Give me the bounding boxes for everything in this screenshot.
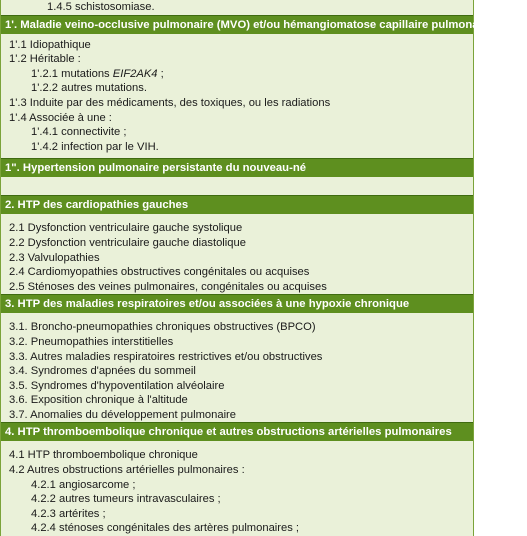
list-item: 4.2.4 sténoses congénitales des artères pulmonaires ; <box>31 522 300 535</box>
list-item: 1'.2 Héritable : <box>9 53 81 66</box>
list-item: 4.2.1 angiosarcome ; <box>31 478 136 491</box>
section-body-3 <box>1 313 473 422</box>
list-item: 3.3. Autres maladies respiratoires restrictives et/ou obstructives <box>9 350 323 363</box>
list-item: 3.4. Syndromes d'apnées du sommeil <box>9 365 196 378</box>
list-item: 3.1. Broncho-pneumopathies chroniques obstructives (BPCO) <box>9 321 316 334</box>
section-body-1second <box>1 177 473 195</box>
list-item: 2.2 Dysfonction ventriculaire gauche diastolique <box>9 236 246 249</box>
list-item: 1'.4 Associée à une : <box>9 111 112 124</box>
item-suffix: ; <box>157 67 164 80</box>
list-item: 3.5. Syndromes d'hypoventilation alvéolaire <box>9 379 225 392</box>
list-item: 2.1 Dysfonction ventriculaire gauche systolique <box>9 222 243 235</box>
section-header-3: 3. HTP des maladies respiratoires et/ou associées à une hypoxie chronique <box>1 294 473 313</box>
item-prefix: 1'.2.1 mutations <box>31 67 113 80</box>
list-item: 1'.4.1 connectivite ; <box>31 126 127 139</box>
list-item: 3.2. Pneumopathies interstitielles <box>9 335 174 348</box>
list-item: 2.3 Valvulopathies <box>9 251 100 264</box>
section-header-1prime: 1'. Maladie veino-occlusive pulmonaire (MVO) et/ou hémangiomatose capillaire pulmonaire (HCP) <box>1 15 473 34</box>
list-item: 4.2 Autres obstructions artérielles pulmonaires : <box>9 464 245 477</box>
list-item: 2.4 Cardiomyopathies obstructives congénitales ou acquises <box>9 266 310 279</box>
list-item: 4.1 HTP thromboembolique chronique <box>9 449 198 462</box>
section-body-2 <box>1 214 473 294</box>
section-header-4: 4. HTP thromboembolique chronique et autres obstructions artérielles pulmonaires <box>1 422 473 441</box>
section-body-1prime <box>1 34 473 159</box>
list-item: 1'.1 Idiopathique <box>9 38 91 51</box>
section-1-tail <box>1 0 473 15</box>
section-body-4 <box>1 441 473 536</box>
section-header-1second: 1". Hypertension pulmonaire persistante du nouveau-né <box>1 158 473 177</box>
list-item: 4.2.2 autres tumeurs intravasculaires ; <box>31 493 221 506</box>
list-item: 3.7. Anomalies du développement pulmonaire <box>9 408 237 421</box>
list-item: 1'.3 Induite par des médicaments, des toxiques, ou les radiations <box>9 96 331 109</box>
list-item: 1.4.5 schistosomiase. <box>47 1 155 13</box>
gene-name: EIF2AK4 <box>112 67 158 80</box>
list-item: 2.5 Sténoses des veines pulmonaires, congénitales ou acquises <box>9 280 327 293</box>
section-header-2: 2. HTP des cardiopathies gauches <box>1 195 473 214</box>
list-item: 1'.2.2 autres mutations. <box>31 82 147 95</box>
list-item: 3.6. Exposition chronique à l'altitude <box>9 394 188 407</box>
list-item <box>9 67 467 82</box>
list-item: 1'.4.2 infection par le VIH. <box>31 140 159 153</box>
list-item: 4.2.3 artérites ; <box>31 507 106 520</box>
